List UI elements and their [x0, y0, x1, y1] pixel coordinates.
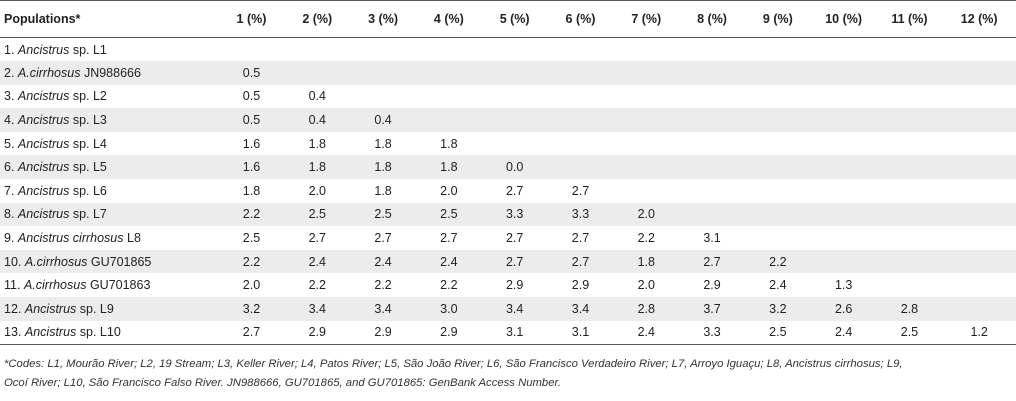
distance-cell: 2.7	[505, 183, 524, 198]
distance-cell	[942, 132, 1016, 156]
distance-cell	[877, 250, 943, 274]
population-number: 5.	[4, 136, 15, 151]
population-name-cell	[0, 132, 219, 156]
distance-cell	[219, 38, 285, 62]
table-row	[0, 226, 1016, 250]
population-name-cell	[0, 321, 219, 345]
column-header-4: 4 (%)	[433, 12, 464, 26]
distance-cell: 2.9	[571, 278, 590, 293]
table-row	[0, 38, 1016, 62]
distance-cell	[877, 61, 943, 85]
distance-cell: 3.7	[703, 301, 721, 316]
distance-cell: 2.7	[571, 183, 590, 198]
distance-cell	[745, 38, 811, 62]
distance-cell	[613, 85, 679, 109]
population-label: sp. L5	[72, 160, 107, 175]
column-header-3: 3 (%)	[368, 12, 398, 26]
distance-cell	[745, 226, 811, 250]
population-taxon: Ancistrus	[17, 136, 70, 151]
distance-cell	[877, 85, 943, 109]
population-name-cell	[0, 250, 219, 274]
population-label: JN988666	[83, 65, 141, 80]
distance-cell: 2.7	[374, 231, 392, 246]
distance-cell	[942, 61, 1016, 85]
distance-cell: 2.7	[505, 231, 524, 246]
population-number: 11.	[4, 278, 21, 293]
distance-cell: 2.8	[900, 301, 919, 316]
population-name-cell	[0, 61, 219, 85]
distance-cell	[613, 108, 679, 132]
distance-cell: 1.8	[637, 254, 655, 269]
distance-cell: 0.4	[308, 89, 326, 104]
table-row	[0, 155, 1016, 179]
distance-cell: 2.5	[769, 325, 787, 340]
distance-cell: 2.2	[440, 278, 458, 293]
distance-cell	[877, 226, 943, 250]
distance-cell: 2.4	[834, 325, 853, 340]
population-taxon: Ancistrus	[17, 183, 70, 198]
population-label: sp. L6	[72, 183, 107, 198]
column-header-1: 1 (%)	[236, 12, 267, 26]
distance-cell	[350, 61, 416, 85]
footnote-line-1: *Codes: L1, Mourão River; L2, 19 Stream; L3, Keller River; L4, Patos River; L5, São João River; L6, São Francisco Verdadeiro River; L7, Arroyo Iguaçu; L8, Ancistrus cirrhosus; L9,	[4, 357, 903, 370]
column-header-2: 2 (%)	[302, 12, 333, 26]
distance-cell: 2.2	[242, 207, 261, 222]
population-name-cell	[0, 203, 219, 227]
distance-cell	[877, 273, 943, 297]
population-label: sp. L1	[72, 42, 107, 57]
distance-cell	[350, 85, 416, 109]
distance-cell: 2.4	[440, 254, 458, 269]
distance-cell: 2.5	[242, 231, 261, 246]
distance-cell: 1.8	[308, 160, 326, 175]
population-taxon: A.cirrhosus	[24, 254, 88, 269]
distance-cell: 1.2	[970, 325, 988, 340]
distance-cell	[811, 226, 877, 250]
distance-cell: 1.8	[440, 136, 458, 151]
table-row	[0, 179, 1016, 203]
distance-cell	[811, 61, 877, 85]
distance-cell	[942, 85, 1016, 109]
distance-cell: 2.9	[440, 325, 458, 340]
distance-cell	[942, 250, 1016, 274]
population-taxon: Ancistrus	[24, 301, 77, 316]
population-name-cell	[0, 297, 219, 321]
distance-cell: 3.3	[571, 207, 590, 222]
distance-cell	[942, 179, 1016, 203]
distance-cell	[679, 179, 745, 203]
distance-cell	[942, 38, 1016, 62]
table-header-row	[0, 1, 1016, 38]
distance-cell	[877, 179, 943, 203]
distance-cell	[745, 61, 811, 85]
distance-cell: 1.8	[374, 183, 392, 198]
population-number: 10.	[4, 254, 22, 269]
distance-cell	[482, 108, 548, 132]
distance-cell: 0.4	[374, 113, 392, 128]
population-label: sp. L4	[72, 136, 107, 151]
distance-cell: 2.6	[834, 301, 853, 316]
distance-cell: 2.2	[637, 231, 655, 246]
population-number: 4.	[4, 113, 15, 128]
distance-cell	[482, 132, 548, 156]
population-taxon: A.cirrhosus	[17, 65, 81, 80]
distance-cell	[548, 38, 614, 62]
distance-cell	[811, 38, 877, 62]
distance-cell: 1.6	[242, 136, 261, 151]
distance-cell	[942, 155, 1016, 179]
distance-cell: 2.8	[637, 301, 655, 316]
distance-cell: 2.5	[900, 325, 919, 340]
distance-cell	[416, 61, 482, 85]
population-name-cell	[0, 85, 219, 109]
distance-cell	[679, 85, 745, 109]
distance-cell	[877, 132, 943, 156]
population-name-cell	[0, 273, 219, 297]
distance-cell: 3.3	[703, 325, 721, 340]
distance-cell	[548, 108, 614, 132]
distance-cell: 2.5	[374, 207, 392, 222]
table-row	[0, 273, 1016, 297]
population-name-cell	[0, 226, 219, 250]
distance-cell	[613, 155, 679, 179]
distance-cell	[679, 203, 745, 227]
distance-cell: 3.1	[703, 231, 721, 246]
distance-cell: 0.4	[308, 113, 326, 128]
column-header-9: 9 (%)	[762, 12, 793, 26]
distance-cell: 2.2	[308, 278, 326, 293]
distance-cell: 2.2	[242, 254, 261, 269]
population-name-cell	[0, 108, 219, 132]
distance-cell	[482, 85, 548, 109]
population-number: 1.	[4, 42, 15, 57]
distance-cell: 3.2	[242, 301, 261, 316]
column-header-12: 12 (%)	[960, 12, 998, 26]
distance-cell	[877, 108, 943, 132]
population-taxon: Ancistrus	[17, 160, 70, 175]
distance-cell	[745, 85, 811, 109]
distance-cell	[811, 132, 877, 156]
distance-cell	[548, 155, 614, 179]
population-label: GU701865	[90, 254, 152, 269]
distance-cell: 2.9	[308, 325, 326, 340]
distance-cell: 3.4	[374, 301, 392, 316]
distance-cell	[745, 203, 811, 227]
column-header-7: 7 (%)	[631, 12, 662, 26]
table-row	[0, 132, 1016, 156]
distance-cell	[613, 132, 679, 156]
population-number: 8.	[4, 207, 15, 222]
table-row	[0, 250, 1016, 274]
distance-cell	[548, 132, 614, 156]
population-taxon: A.cirrhosus	[23, 278, 87, 293]
distance-cell: 3.2	[769, 301, 787, 316]
distance-cell	[745, 108, 811, 132]
distance-cell	[811, 203, 877, 227]
table-row	[0, 203, 1016, 227]
table-row	[0, 321, 1016, 345]
distance-cell	[811, 85, 877, 109]
distance-cell	[745, 155, 811, 179]
distance-cell	[548, 61, 614, 85]
distance-cell: 3.3	[505, 207, 524, 222]
distance-cell	[745, 179, 811, 203]
column-header-6: 6 (%)	[565, 12, 596, 26]
population-taxon: Ancistrus cirrhosus	[17, 231, 124, 246]
table-row	[0, 61, 1016, 85]
population-label: L8	[127, 231, 141, 246]
population-label: sp. L7	[72, 207, 107, 222]
population-label: sp. L10	[79, 325, 121, 340]
population-name-cell	[0, 38, 219, 62]
distance-cell: 2.0	[308, 183, 326, 198]
column-header-populations: Populations*	[4, 12, 81, 26]
distance-cell	[679, 108, 745, 132]
distance-cell	[942, 226, 1016, 250]
footnote-line-2: Ocoí River; L10, São Francisco Falso River. JN988666, GU701865, and GU701865: GenBank Access Number.	[4, 376, 561, 389]
table-row	[0, 297, 1016, 321]
population-label: sp. L2	[72, 89, 107, 104]
distance-cell: 2.7	[505, 254, 524, 269]
distance-cell: 1.8	[308, 136, 326, 151]
population-label: GU701863	[89, 278, 151, 293]
distance-cell: 2.7	[571, 254, 590, 269]
distance-cell: 1.8	[374, 136, 392, 151]
distance-cell: 2.9	[374, 325, 392, 340]
table-row	[0, 108, 1016, 132]
distance-cell	[877, 155, 943, 179]
distance-cell: 2.2	[769, 254, 787, 269]
distance-cell	[284, 38, 350, 62]
distance-cell	[679, 61, 745, 85]
distance-cell: 1.8	[440, 160, 458, 175]
population-label: sp. L9	[79, 301, 114, 316]
population-number: 12.	[4, 301, 22, 316]
distance-cell	[416, 38, 482, 62]
distance-cell	[482, 61, 548, 85]
population-label: sp. L3	[72, 113, 107, 128]
distance-cell: 3.0	[440, 301, 458, 316]
population-taxon: Ancistrus	[17, 89, 70, 104]
distance-cell: 2.0	[637, 207, 655, 222]
population-number: 3.	[4, 89, 15, 104]
distance-cell: 3.1	[505, 325, 524, 340]
distance-cell: 2.4	[374, 254, 392, 269]
distance-cell: 2.7	[440, 231, 458, 246]
distance-cell	[482, 38, 548, 62]
distance-cell: 2.7	[308, 231, 326, 246]
distance-cell: 1.8	[374, 160, 392, 175]
distance-cell: 3.4	[505, 301, 524, 316]
column-header-10: 10 (%)	[825, 12, 863, 26]
distance-cell	[284, 61, 350, 85]
table-footnote	[0, 345, 1016, 393]
distance-cell: 2.0	[440, 183, 458, 198]
column-header-8: 8 (%)	[697, 12, 727, 26]
table-body	[0, 38, 1016, 345]
distance-cell: 2.7	[703, 254, 721, 269]
distance-cell: 3.4	[308, 301, 326, 316]
population-number: 13.	[4, 325, 22, 340]
distance-cell	[942, 108, 1016, 132]
column-header-11: 11 (%)	[891, 12, 928, 26]
distance-cell: 2.7	[242, 325, 261, 340]
population-name-cell	[0, 179, 219, 203]
distance-cell	[811, 250, 877, 274]
distance-cell: 0.5	[242, 89, 261, 104]
distance-cell	[942, 297, 1016, 321]
distance-cell	[877, 38, 943, 62]
distance-cell	[416, 108, 482, 132]
distance-cell	[811, 179, 877, 203]
distance-cell	[613, 38, 679, 62]
distance-cell	[350, 38, 416, 62]
population-taxon: Ancistrus	[17, 113, 70, 128]
distance-cell	[942, 273, 1016, 297]
distance-cell	[613, 179, 679, 203]
distance-cell: 2.7	[571, 231, 590, 246]
distance-cell	[679, 38, 745, 62]
distance-cell: 3.4	[571, 301, 590, 316]
distance-cell: 2.4	[308, 254, 326, 269]
distance-cell	[811, 108, 877, 132]
population-taxon: Ancistrus	[17, 42, 70, 57]
distance-cell	[679, 132, 745, 156]
distance-cell: 2.0	[637, 278, 655, 293]
distance-cell: 0.5	[242, 113, 261, 128]
distance-cell: 2.2	[374, 278, 392, 293]
distance-cell: 2.9	[703, 278, 721, 293]
population-name-cell	[0, 155, 219, 179]
distance-cell: 0.0	[505, 160, 524, 175]
distance-cell: 1.3	[834, 278, 853, 293]
population-number: 6.	[4, 160, 15, 175]
distance-cell: 3.1	[571, 325, 590, 340]
distance-cell	[679, 155, 745, 179]
population-number: 7.	[4, 183, 15, 198]
distance-cell: 1.6	[242, 160, 261, 175]
population-taxon: Ancistrus	[24, 325, 77, 340]
population-number: 9.	[4, 231, 15, 246]
distance-cell: 2.9	[505, 278, 524, 293]
distance-cell: 1.8	[242, 183, 261, 198]
table-row	[0, 85, 1016, 109]
distance-cell	[548, 85, 614, 109]
distance-cell	[745, 132, 811, 156]
distance-cell: 2.0	[242, 278, 261, 293]
distance-cell	[942, 203, 1016, 227]
population-number: 2.	[4, 65, 15, 80]
distance-cell: 2.5	[308, 207, 326, 222]
distance-cell	[613, 61, 679, 85]
column-header-5: 5 (%)	[499, 12, 530, 26]
population-taxon: Ancistrus	[17, 207, 70, 222]
distance-cell: 2.4	[769, 278, 787, 293]
distance-cell: 0.5	[242, 65, 261, 80]
distance-cell: 2.5	[440, 207, 458, 222]
distance-cell	[811, 155, 877, 179]
distance-cell	[877, 203, 943, 227]
distance-cell	[416, 85, 482, 109]
distance-cell: 2.4	[637, 325, 655, 340]
